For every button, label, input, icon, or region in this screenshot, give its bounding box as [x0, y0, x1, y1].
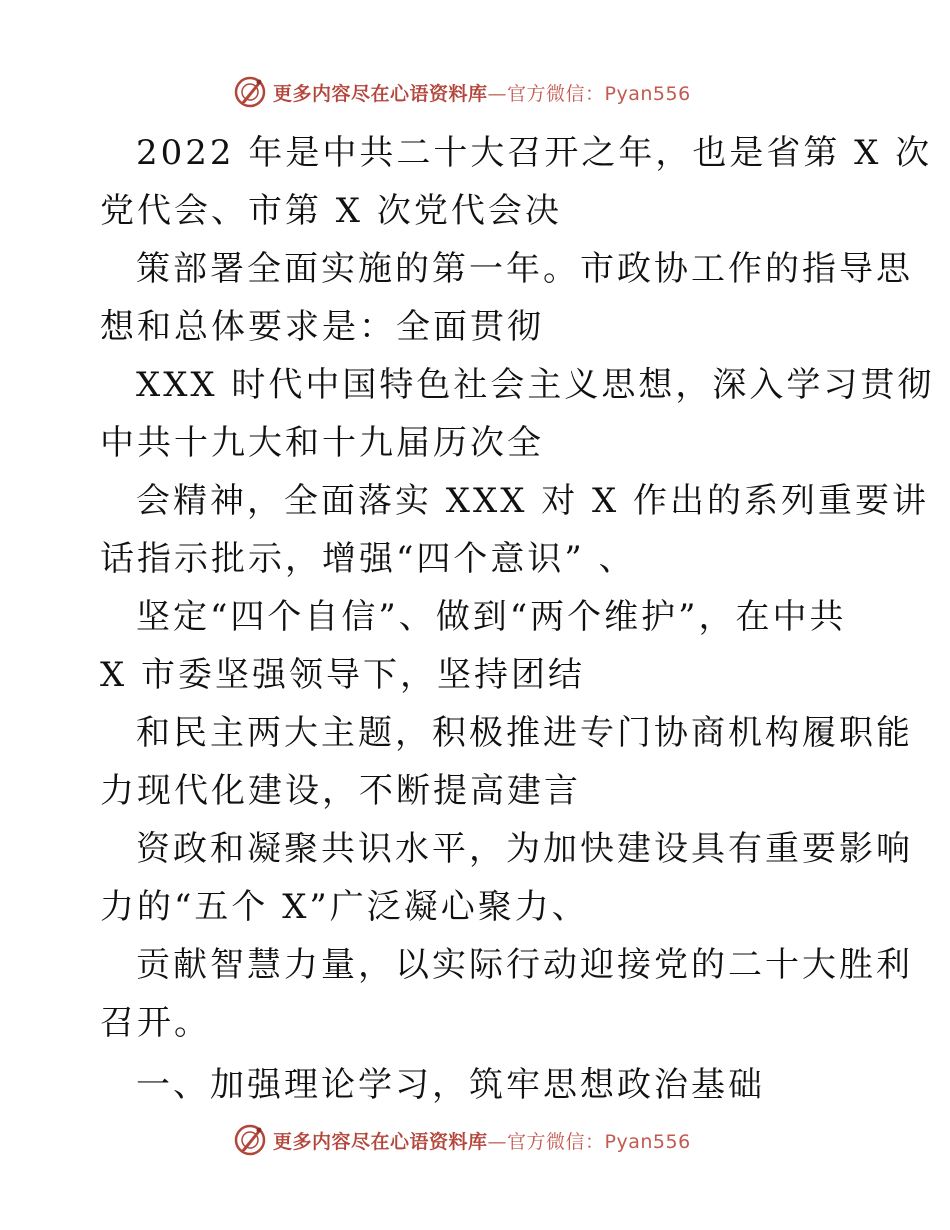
body-line: 策部署全面实施的第一年。市政协工作的指导思 [136, 249, 913, 289]
body-line: 会精神，全面落实 XXX 对 X 作出的系列重要讲 [136, 481, 930, 521]
footer-watermark [233, 1120, 691, 1160]
body-line: XXX 时代中国特色社会主义思想，深入学习贯彻 [136, 365, 935, 405]
section-heading: 一、加强理论学习，筑牢思想政治基础 [136, 1065, 765, 1105]
body-line: 贡献智慧力量，以实际行动迎接党的二十大胜利 [136, 945, 913, 985]
watermark-wechat: 官方微信：Pyan556 [507, 1130, 691, 1153]
logo-quill-icon [233, 75, 267, 109]
body-line: 话指示批示，增强“四个意识” 、 [100, 539, 636, 579]
header-watermark [233, 72, 691, 112]
body-line: 和民主两大主题，积极推进专门协商机构履职能 [136, 713, 913, 753]
body-line: 党代会、市第 X 次党代会决 [100, 191, 562, 231]
body-line: 力现代化建设，不断提高建言 [100, 771, 581, 811]
document-body [100, 124, 935, 1114]
watermark-text: 更多内容尽在心语资料库 [273, 1130, 488, 1153]
watermark-separator: — [487, 82, 508, 105]
logo-quill-icon [233, 1123, 267, 1157]
body-line: 想和总体要求是：全面贯彻 [100, 307, 544, 347]
body-line: 资政和凝聚共识水平，为加快建设具有重要影响 [136, 829, 913, 869]
watermark-separator: — [487, 1130, 508, 1153]
body-line: 中共十九大和十九届历次全 [100, 423, 544, 463]
body-line: 召开。 [100, 1003, 211, 1043]
body-line: 坚定“四个自信”、做到“两个维护”，在中共 [136, 597, 847, 637]
body-line: 力的“五个 X”广泛凝心聚力、 [100, 887, 589, 927]
watermark-text: 更多内容尽在心语资料库 [273, 82, 488, 105]
body-line: X 市委坚强领导下，坚持团结 [100, 655, 586, 695]
watermark-wechat: 官方微信：Pyan556 [507, 82, 691, 105]
body-line: 2022 年是中共二十大召开之年，也是省第 X 次 [136, 133, 933, 173]
